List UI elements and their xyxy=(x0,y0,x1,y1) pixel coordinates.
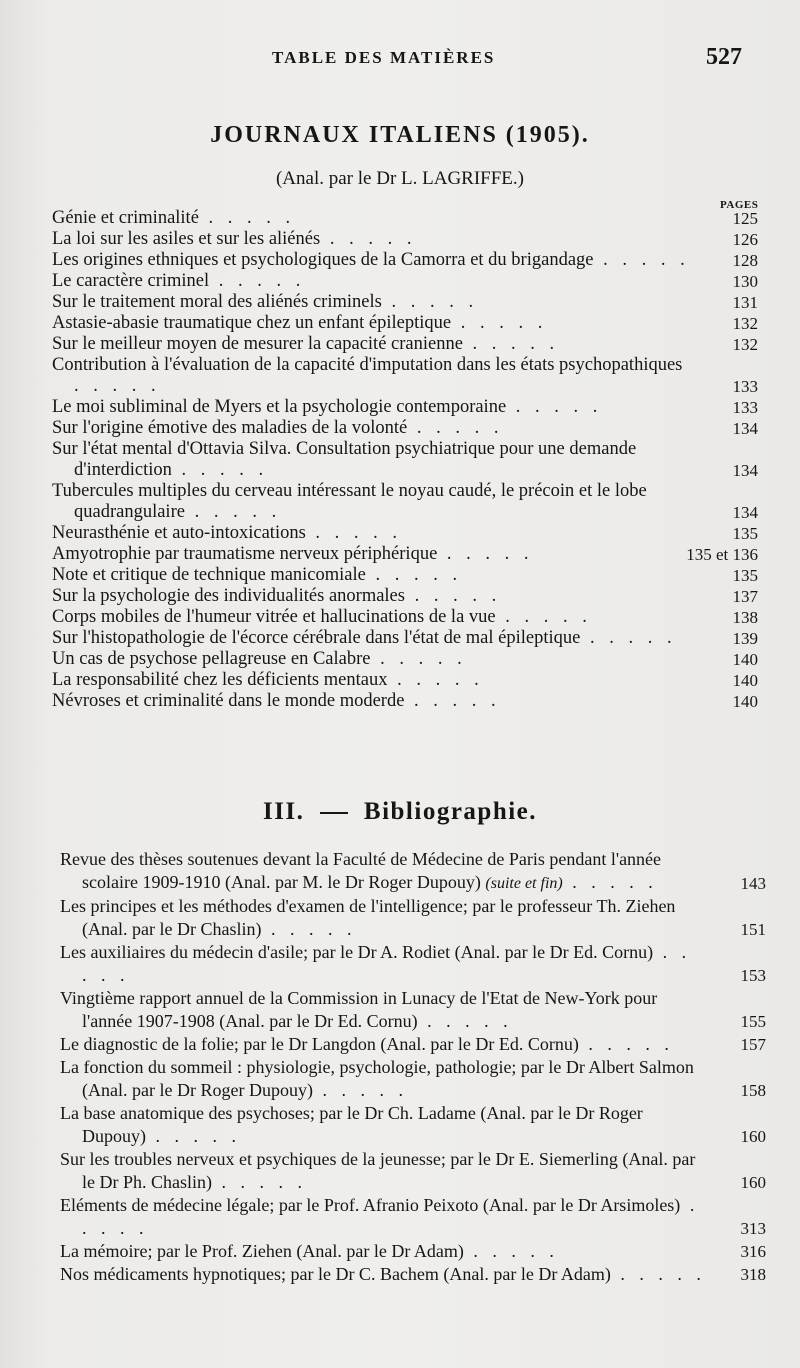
toc-entry xyxy=(60,1056,766,1102)
toc-entry-page: 313 xyxy=(740,1219,766,1238)
toc-entry-title: Un cas de psychose pellagreuse en Calabre xyxy=(52,649,371,669)
pages-label: PAGES xyxy=(720,199,759,211)
toc-entry-title: Amyotrophie par traumatisme nerveux périphérique xyxy=(52,544,438,564)
toc-entry-page: 316 xyxy=(740,1242,766,1261)
toc-entry-page: 318 xyxy=(740,1265,766,1284)
toc-entry xyxy=(52,523,758,544)
toc-entry-page: 132 xyxy=(732,314,758,333)
dot-leaders: . . . . . xyxy=(417,1011,513,1031)
toc-entry xyxy=(60,1148,766,1194)
toc-entry xyxy=(52,313,758,334)
toc-entry-page: 137 xyxy=(732,587,758,606)
toc-entry-title: Le diagnostic de la folie; par le Dr Langdon (Anal. par le Dr Ed. Cornu) xyxy=(60,1034,579,1054)
toc-entry-title: Contribution à l'évaluation de la capacité d'imputation dans les états psychopathiques xyxy=(52,355,683,375)
dot-leaders: . . . . . xyxy=(146,1126,241,1146)
toc-entry-title: La loi sur les asiles et sur les aliénés xyxy=(52,229,321,249)
toc-entry xyxy=(52,649,758,670)
toc-entry-page: 133 xyxy=(732,377,758,396)
toc-entry xyxy=(52,292,758,313)
toc-entry-page: 153 xyxy=(740,966,766,985)
toc-entry-title: Nos médicaments hypnotiques; par le Dr C. Bachem (Anal. par le Dr Adam) xyxy=(60,1264,611,1284)
toc-entry-page: 134 xyxy=(732,503,758,522)
toc-entry xyxy=(60,1263,766,1286)
dot-leaders: . . . . . xyxy=(593,250,690,270)
toc-entry-title: Sur le traitement moral des aliénés criminels xyxy=(52,292,382,312)
toc-entry-title: Astasie-abasie traumatique chez un enfant épileptique xyxy=(52,313,452,333)
toc-entry-page: 140 xyxy=(732,671,758,690)
toc-entry xyxy=(52,229,758,250)
dot-leaders: . . . . . xyxy=(370,649,467,669)
toc-entry xyxy=(52,481,758,523)
toc-entry-title: Sur les troubles nerveux et psychiques de la jeunesse; par le Dr E. Siemerling (Anal. par le Dr Ph. Chaslin) xyxy=(60,1149,696,1192)
running-head xyxy=(0,44,800,74)
toc-entry-title: La responsabilité chez les déficients mentaux xyxy=(52,670,388,690)
toc-entry-title: Sur le meilleur moyen de mesurer la capacité cranienne xyxy=(52,334,463,354)
toc-entry-title: Neurasthénie et auto-intoxications xyxy=(52,523,306,543)
toc-entry-title: Sur l'histopathologie de l'écorce cérébrale dans l'état de mal épileptique xyxy=(52,628,581,648)
toc-entry xyxy=(60,1033,766,1056)
toc-entry-title: La base anatomique des psychoses; par le Dr Ch. Ladame (Anal. par le Dr Roger Dupouy) xyxy=(60,1103,643,1146)
bibliography-entries-list xyxy=(60,848,766,1286)
dot-leaders: . . . . . xyxy=(404,691,501,711)
toc-entry-title: Corps mobiles de l'humeur vitrée et hallucinations de la vue xyxy=(52,607,496,627)
page-number: 527 xyxy=(706,44,742,70)
toc-entry xyxy=(60,848,766,895)
toc-entry xyxy=(52,607,758,628)
toc-entry-page: 160 xyxy=(740,1127,766,1146)
dot-leaders: . . . . . xyxy=(261,919,357,939)
toc-entry-title: Sur l'origine émotive des maladies de la volonté xyxy=(52,418,408,438)
toc-entry-title: Eléments de médecine légale; par le Prof. Afranio Peixoto (Anal. par le Dr Arsimoles) xyxy=(60,1195,681,1215)
toc-entry xyxy=(52,355,758,397)
toc-entry-page: 143 xyxy=(740,874,766,893)
toc-entry xyxy=(60,1102,766,1148)
toc-entry-page: 134 xyxy=(732,419,758,438)
toc-entry-title: La fonction du sommeil : physiologie, psychologie, pathologie; par le Dr Albert Salmon (Anal. par le Dr Roger Dupouy) xyxy=(60,1057,694,1100)
toc-entry xyxy=(52,586,758,607)
toc-entry xyxy=(60,1240,766,1263)
dot-leaders: . . . . . xyxy=(578,1034,674,1054)
toc-entry-page: 160 xyxy=(740,1173,766,1192)
toc-entry-page: 131 xyxy=(732,293,758,312)
toc-entry-page: 133 xyxy=(732,398,758,417)
toc-entry-title: Vingtième rapport annuel de la Commission in Lunacy de l'Etat de New-York pour l'année 1907-1908 (Anal. par le Dr Ed. Cornu) xyxy=(60,988,658,1031)
section-subtitle: (Anal. par le Dr L. LAGRIFFE.) xyxy=(275,168,524,189)
toc-entry xyxy=(60,941,766,987)
dot-leaders: . . . . . xyxy=(184,502,282,522)
toc-entry-page: 158 xyxy=(740,1081,766,1100)
bibliography-title: Bibliographie. xyxy=(363,798,538,825)
toc-entry xyxy=(60,987,766,1033)
dot-leaders: . . . . . xyxy=(463,1241,559,1261)
dot-leaders: . . . . . xyxy=(462,334,560,354)
toc-entry xyxy=(52,397,758,418)
toc-entry-title: Note et critique de technique manicomiale xyxy=(52,565,366,585)
dot-leaders: . . . . . xyxy=(562,872,658,892)
dot-leaders: . . . . . xyxy=(171,460,269,480)
dot-leaders: . . . . . xyxy=(74,376,161,396)
dot-leaders: . . . . . xyxy=(387,670,484,690)
toc-entry-page: 140 xyxy=(732,650,758,669)
toc-entry xyxy=(60,895,766,941)
journal-entries-list xyxy=(52,208,758,712)
toc-entry-title: Sur l'état mental d'Ottavia Silva. Consultation psychiatrique pour une demande d'interdiction xyxy=(52,439,637,480)
toc-entry-page: 125 xyxy=(732,209,758,228)
toc-entry xyxy=(52,250,758,271)
toc-entry-page: 130 xyxy=(732,272,758,291)
section-title: JOURNAUX ITALIENS (1905). xyxy=(210,122,590,148)
toc-entry-page: 134 xyxy=(732,461,758,480)
toc-entry xyxy=(52,670,758,691)
toc-entry-page: 155 xyxy=(740,1012,766,1031)
toc-entry xyxy=(60,1194,766,1240)
toc-entry-title: Les auxiliaires du médecin d'asile; par le Dr A. Rodiet (Anal. par le Dr Ed. Cornu) xyxy=(60,942,654,962)
toc-entry-note: (suite et fin) xyxy=(485,875,563,892)
toc-entry xyxy=(52,271,758,292)
dot-leaders: . . . . . xyxy=(506,397,603,417)
toc-entry-title: Tubercules multiples du cerveau intéressant le noyau caudé, le précoin et le lobe quadrangulaire xyxy=(52,481,647,522)
dot-leaders: . . . . . xyxy=(404,586,502,606)
toc-entry xyxy=(52,544,758,565)
toc-entry-page: 139 xyxy=(732,629,758,648)
dot-leaders: . . . . . xyxy=(82,942,692,985)
toc-entry-title: Revue des thèses soutenues devant la Faculté de Médecine de Paris pendant l'année scolaire 1909-1910 (Anal. par M. le Dr Roger Dupouy) xyxy=(60,849,662,892)
toc-entry-title: Génie et criminalité xyxy=(52,208,199,228)
toc-entry-page: 135 xyxy=(732,566,758,585)
dot-leaders: . . . . . xyxy=(212,1172,307,1192)
toc-entry-page: 135 et 136 xyxy=(686,545,758,564)
toc-entry-page: 140 xyxy=(732,692,758,711)
dot-leaders: . . . . . xyxy=(580,628,677,648)
dot-leaders: . . . . . xyxy=(495,607,592,627)
toc-entry xyxy=(52,334,758,355)
dot-leaders: . . . . . xyxy=(320,229,417,249)
toc-entry-page: 138 xyxy=(732,608,758,627)
dot-leaders: . . . . . xyxy=(198,208,296,228)
dot-leaders: . . . . . xyxy=(610,1264,706,1284)
toc-entry-page: 135 xyxy=(732,524,758,543)
dot-leaders: . . . . . xyxy=(209,271,306,291)
toc-entry-title: La mémoire; par le Prof. Ziehen (Anal. par le Dr Adam) xyxy=(60,1241,464,1261)
toc-entry-title: Les origines ethniques et psychologiques de la Camorra et du brigandage xyxy=(52,250,594,270)
toc-entry-page: 151 xyxy=(740,920,766,939)
toc-entry-page: 132 xyxy=(732,335,758,354)
toc-entry xyxy=(52,691,758,712)
bibliography-heading xyxy=(0,798,800,826)
running-title: TABLE DES MATIÈRES xyxy=(272,48,496,67)
toc-entry xyxy=(52,628,758,649)
toc-entry-title: Le caractère criminel xyxy=(52,271,210,291)
toc-entry xyxy=(52,418,758,439)
heading-dash xyxy=(320,812,348,814)
toc-entry xyxy=(52,439,758,481)
dot-leaders: . . . . . xyxy=(437,544,534,564)
dot-leaders: . . . . . xyxy=(312,1080,408,1100)
toc-entry xyxy=(52,565,758,586)
toc-entry-title: Sur la psychologie des individualités anormales xyxy=(52,586,405,606)
toc-entry-page: 128 xyxy=(732,251,758,270)
toc-entry-title: Les principes et les méthodes d'examen de l'intelligence; par le professeur Th. Ziehen (Anal. par le Dr Chaslin) xyxy=(60,896,676,939)
bibliography-number: III. xyxy=(262,798,305,825)
dot-leaders: . . . . . xyxy=(451,313,548,333)
toc-entry-title: Névroses et criminalité dans le monde moderde xyxy=(52,691,405,711)
dot-leaders: . . . . . xyxy=(407,418,504,438)
toc-entry-page: 157 xyxy=(740,1035,766,1054)
toc-entry-title: Le moi subliminal de Myers et la psychologie contemporaine xyxy=(52,397,507,417)
dot-leaders: . . . . . xyxy=(365,565,463,585)
dot-leaders: . . . . . xyxy=(82,1195,700,1238)
dot-leaders: . . . . . xyxy=(381,292,479,312)
toc-entry-page: 126 xyxy=(732,230,758,249)
toc-entry xyxy=(52,208,758,229)
dot-leaders: . . . . . xyxy=(305,523,403,543)
